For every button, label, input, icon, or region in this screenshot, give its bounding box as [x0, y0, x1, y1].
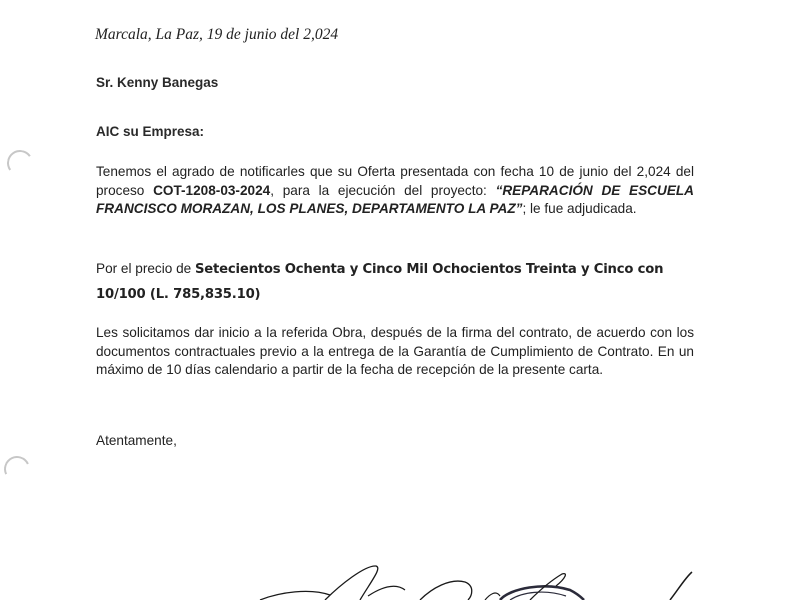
price-prefix: Por el precio de: [96, 261, 195, 276]
signature-icon: [200, 560, 800, 600]
recipient-name: Sr. Kenny Banegas: [96, 75, 219, 90]
paragraph-text: , para la ejecución del proyecto:: [270, 182, 496, 198]
award-notification-paragraph: [96, 163, 694, 219]
project-name: “REPARACIÓN DE ESCUELA FRANCISCO MORAZAN, LOS PLANES, DEPARTAMENTO LA PAZ”: [96, 182, 695, 216]
date-line: Marcala, La Paz, 19 de junio del 2,024: [95, 26, 339, 43]
price-amount: Setecientos Ochenta y Cinco Mil Ochocientos Treinta y Cinco con 10/100 (L. 785,835.10): [96, 262, 664, 302]
binder-hole-mark-icon: [0, 452, 33, 485]
paragraph-text: Tenemos el agrado de notificarles que su Oferta presentada con fecha 10 de junio del 2,024 del proceso: [96, 164, 694, 198]
closing: Atentamente,: [96, 433, 177, 448]
paragraph-text: ; le fue adjudicada.: [522, 201, 637, 216]
price-paragraph: [96, 257, 706, 307]
salutation: AIC su Empresa:: [96, 124, 205, 139]
process-code: COT-1208-03-2024: [153, 182, 271, 198]
start-instructions-paragraph: Les solicitamos dar inicio a la referida Obra, después de la firma del contrato, de acuerdo con los documentos contractuales previo a la entrega de la Garantía de Cumplimiento de Contrato. En un máximo de 10 días calendario a partir de la fecha de recepción de la presente carta.: [96, 325, 694, 377]
binder-hole-mark-icon: [5, 148, 35, 178]
